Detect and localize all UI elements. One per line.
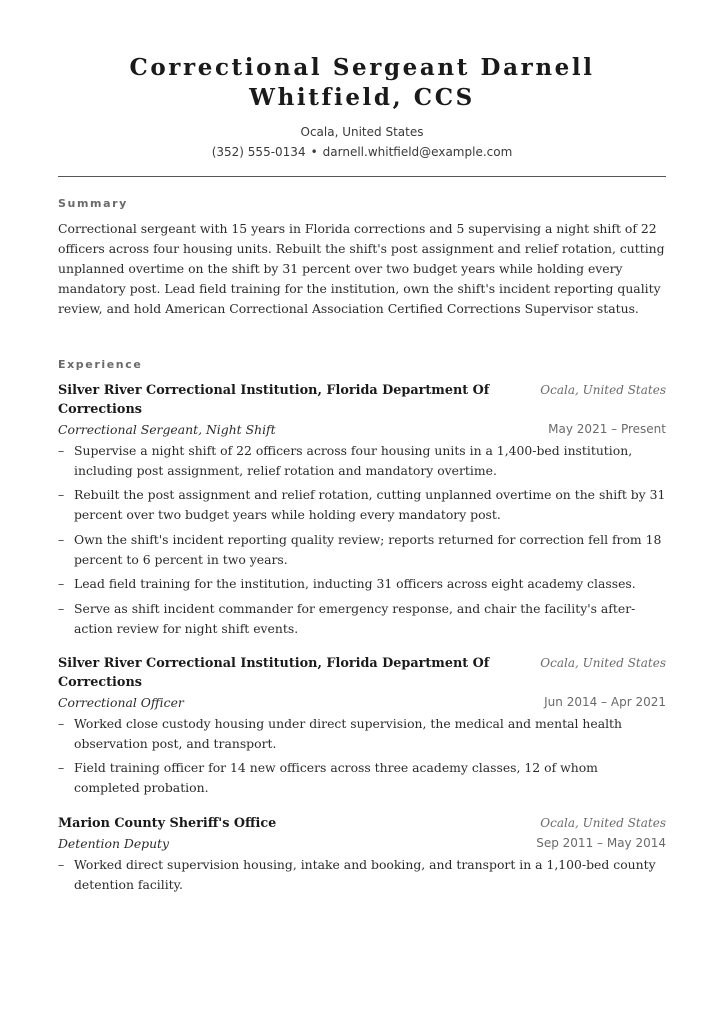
job-bullet: – Supervise a night shift of 22 officers across four housing units in a 1,400-bed institution, including post assignment, relief rotation and mandatory overtime. bbox=[58, 443, 633, 478]
job-bullet: – Field training officer for 14 new officers across three academy classes, 12 of whom completed probation. bbox=[58, 760, 598, 796]
bullet-marker: – bbox=[58, 576, 65, 592]
job-dates: May 2021 – Present bbox=[548, 422, 666, 436]
job-bullets bbox=[58, 855, 666, 895]
job-employer: Silver River Correctional Institution, Florida Department Of Corrections bbox=[58, 656, 490, 690]
job-role-row bbox=[58, 419, 666, 439]
experience-heading: Experience bbox=[58, 358, 143, 371]
contact-phone: (352) 555-0134 bbox=[211, 145, 306, 159]
job-bullet: – Lead field training for the institution, inducting 31 officers across eight academy classes. bbox=[58, 574, 666, 594]
job-bullet: – Serve as shift incident commander for emergency response, and chair the facility's after-action review for night shift events. bbox=[58, 600, 636, 636]
job-title: Correctional Sergeant, Night Shift bbox=[58, 422, 276, 437]
job-entry bbox=[58, 814, 666, 899]
contact-location: Ocala, United States bbox=[300, 125, 424, 139]
summary-text: Correctional sergeant with 15 years in Florida corrections and 5 supervising a night shift of 22 officers across four housing units. Rebuilt the shift's post assignment and relief rotation, cutting unplanned overtime on the shift by 31 percent over two budget years while holding every mandatory post. Lead field training for the institution, own the shift's incident reporting quality review, and hold American Correctional Association Certified Corrections Supervisor status. bbox=[58, 221, 665, 316]
bullet-marker: – bbox=[58, 760, 65, 776]
job-role-row bbox=[58, 692, 666, 712]
header-divider bbox=[58, 176, 666, 177]
summary-heading: Summary bbox=[58, 197, 128, 210]
job-bullet: – Worked direct supervision housing, intake and booking, and transport in a 1,100-bed county detention facility. bbox=[58, 857, 656, 892]
bullet-marker: – bbox=[58, 531, 65, 547]
job-title: Detention Deputy bbox=[58, 836, 170, 851]
job-title: Correctional Officer bbox=[58, 695, 184, 710]
job-entry bbox=[58, 654, 666, 803]
bullet-marker: – bbox=[58, 857, 65, 872]
job-header bbox=[58, 814, 666, 833]
job-employer: Marion County Sheriff's Office bbox=[58, 816, 277, 831]
bullet-marker: – bbox=[58, 600, 65, 616]
job-employer: Silver River Correctional Institution, Florida Department Of Corrections bbox=[58, 383, 490, 417]
job-bullet: – Own the shift's incident reporting quality review; reports returned for correction fell from 18 percent to 6 percent in two years. bbox=[58, 531, 662, 567]
contact-email: darnell.whitfield@example.com bbox=[322, 145, 513, 159]
job-bullets bbox=[58, 441, 666, 639]
bullet-marker: – bbox=[58, 487, 65, 503]
job-role-row bbox=[58, 833, 666, 853]
job-dates: Jun 2014 – Apr 2021 bbox=[544, 695, 666, 709]
job-header bbox=[58, 654, 666, 692]
bullet-marker: – bbox=[58, 716, 65, 731]
job-entry bbox=[58, 381, 666, 643]
job-bullet: – Worked close custody housing under direct supervision, the medical and mental health observation post, and transport. bbox=[58, 716, 623, 751]
job-dates: Sep 2011 – May 2014 bbox=[536, 836, 666, 850]
job-bullets bbox=[58, 714, 666, 798]
job-location: Ocala, United States bbox=[540, 816, 666, 830]
job-header bbox=[58, 381, 666, 419]
job-location: Ocala, United States bbox=[540, 656, 666, 670]
contact-line bbox=[58, 143, 666, 161]
bullet-marker: – bbox=[58, 443, 65, 458]
candidate-name: Correctional Sergeant Darnell Whitfield, CCS bbox=[129, 54, 595, 111]
contact-separator: • bbox=[310, 145, 318, 159]
job-bullet: – Rebuilt the post assignment and relief rotation, cutting unplanned overtime on the shift by 31 percent over two budget years while holding every mandatory post. bbox=[58, 487, 666, 523]
job-location: Ocala, United States bbox=[540, 383, 666, 397]
